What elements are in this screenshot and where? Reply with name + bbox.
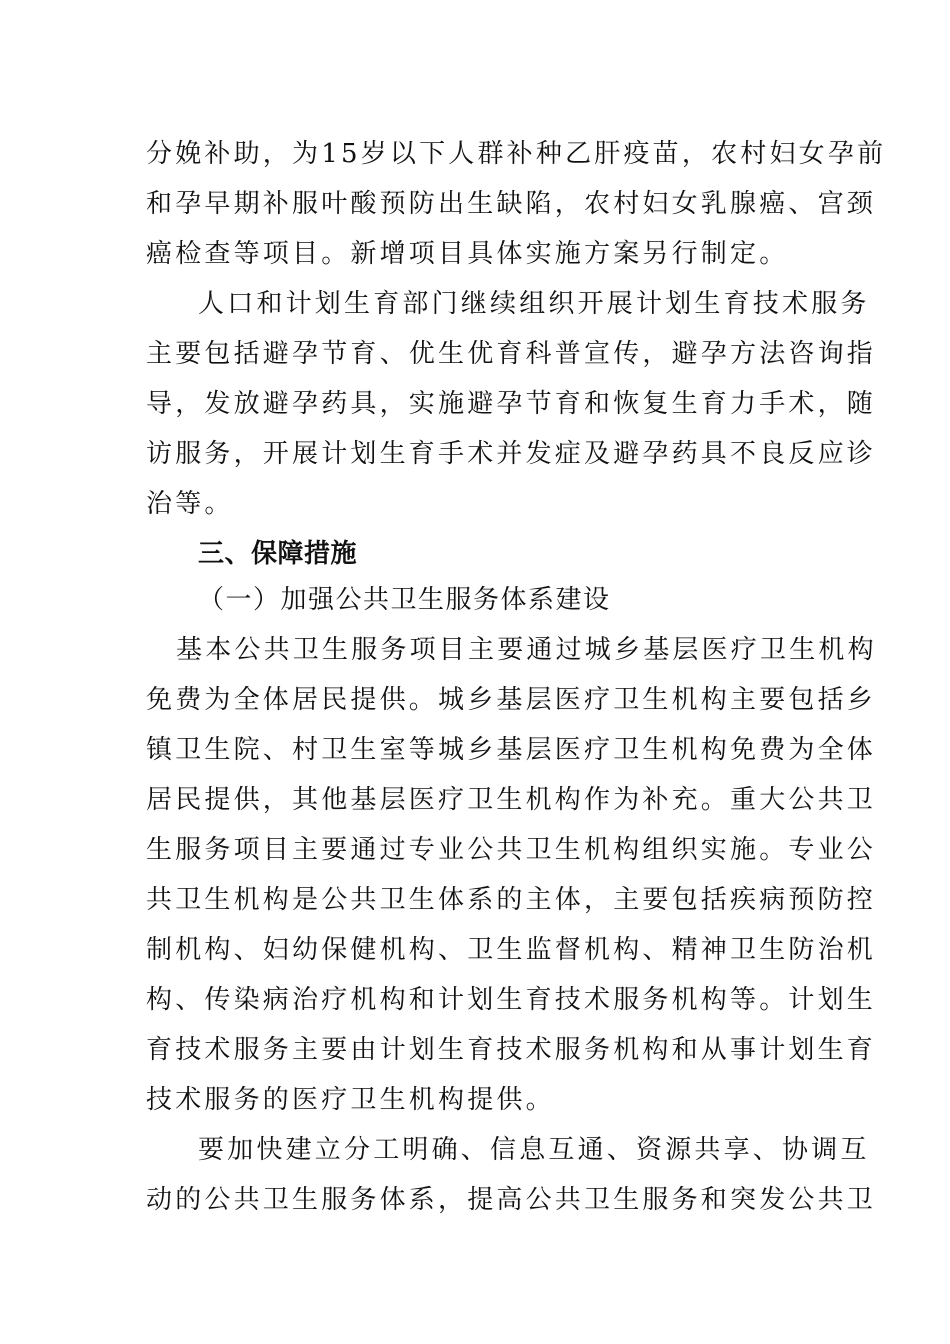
paragraph-line: 访服务，开展计划生育手术并发症及避孕药具不良反应诊 xyxy=(146,439,877,469)
paragraph-line: 癌检查等项目。新增项目具体实施方案另行制定。 xyxy=(146,239,789,269)
paragraph-line: 构、传染病治疗机构和计划生育技术服务机构等。计划生 xyxy=(146,985,877,1015)
paragraph-line: 镇卫生院、村卫生室等城乡基层医疗卫生机构免费为全体 xyxy=(146,735,877,765)
paragraph-line: 分娩补助，为15岁以下人群补种乙肝疫苗，农村妇女孕前 xyxy=(146,139,887,169)
paragraph-line: 治等。 xyxy=(146,489,234,519)
paragraph-line: 动的公共卫生服务体系，提高公共卫生服务和突发公共卫 xyxy=(146,1185,877,1215)
paragraph-line: 育技术服务主要由计划生育技术服务机构和从事计划生育 xyxy=(146,1035,877,1065)
paragraph-line: 生服务项目主要通过专业公共卫生机构组织实施。专业公 xyxy=(146,835,877,865)
subsection-heading: （一）加强公共卫生服务体系建设 xyxy=(198,585,611,615)
paragraph-line: 要加快建立分工明确、信息互通、资源共享、协调互 xyxy=(198,1135,870,1165)
paragraph-line: 导，发放避孕药具，实施避孕节育和恢复生育力手术，随 xyxy=(146,389,877,419)
section-heading: 三、保障措施 xyxy=(198,539,358,569)
paragraph-line: 技术服务的医疗卫生机构提供。 xyxy=(146,1085,555,1115)
paragraph-line: 主要包括避孕节育、优生优育科普宣传，避孕方法咨询指 xyxy=(146,339,877,369)
paragraph-line: 人口和计划生育部门继续组织开展计划生育技术服务 xyxy=(198,289,870,319)
paragraph-line: 制机构、妇幼保健机构、卫生监督机构、精神卫生防治机 xyxy=(146,935,877,965)
paragraph-line: 共卫生机构是公共卫生体系的主体，主要包括疾病预防控 xyxy=(146,885,877,915)
paragraph-line: 和孕早期补服叶酸预防出生缺陷，农村妇女乳腺癌、宫颈 xyxy=(146,189,877,219)
paragraph-line: 居民提供，其他基层医疗卫生机构作为补充。重大公共卫 xyxy=(146,785,877,815)
paragraph-line: 基本公共卫生服务项目主要通过城乡基层医疗卫生机构 xyxy=(176,635,877,665)
paragraph-line: 免费为全体居民提供。城乡基层医疗卫生机构主要包括乡 xyxy=(146,685,877,715)
